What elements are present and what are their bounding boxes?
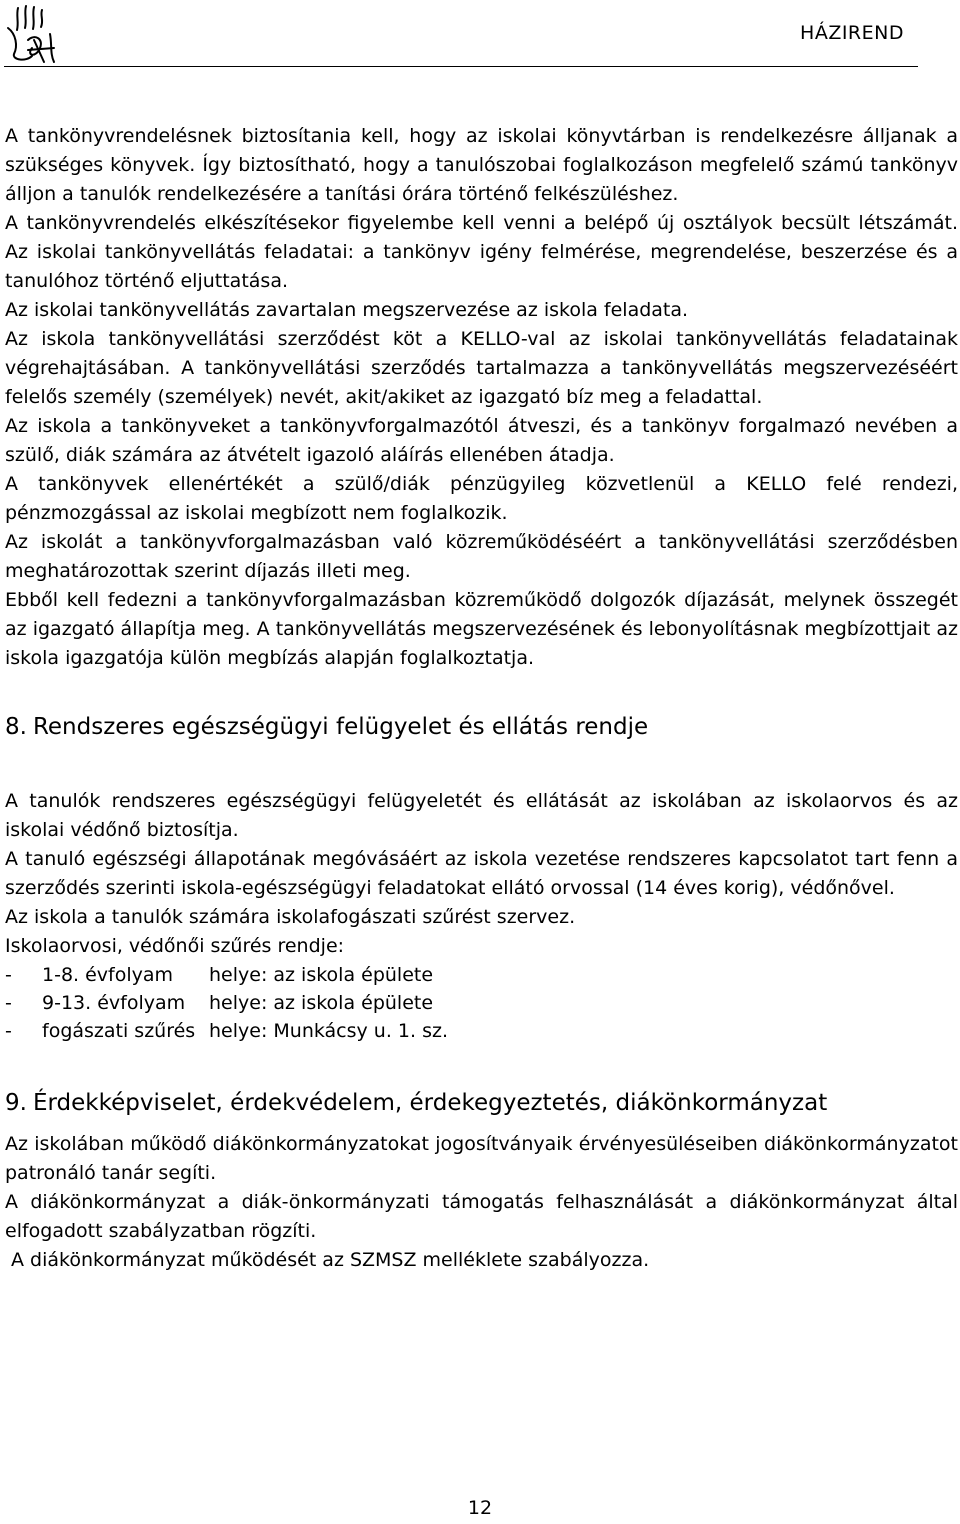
list-dash: - (5, 992, 12, 1014)
screening-grade: fogászati szűrés (42, 1020, 196, 1042)
paragraph: A diákönkormányzat működését az SZMSZ melléklete szabályozza. (11, 1249, 650, 1271)
paragraph: Az iskola a tankönyveket a tankönyvforgalmazótól átveszi, és a tankönyv forgalmazó nevében a szülő, diák számára az átvételt igazoló aláírás ellenében átadja. (5, 415, 958, 466)
section-9-heading (5, 1088, 958, 1118)
screening-place: helye: Munkácsy u. 1. sz. (209, 1020, 449, 1042)
paragraph: Ebből kell fedezni a tankönyvforgalmazásban közreműködő dolgozók díjazását, melynek összegét az igazgató állapítja meg. A tankönyvellátás megszervezésének és lebonyolításnak megbízottjait az iskola igazgatója külön megbízás alapján foglalkoztatja. (5, 589, 958, 669)
section-title: Rendszeres egészségügyi felügyelet és ellátás rendje (32, 714, 649, 740)
screening-grade: 9-13. évfolyam (42, 992, 186, 1014)
list-item (5, 989, 958, 1017)
paragraph: Iskolaorvosi, védőnői szűrés rendje: (5, 935, 345, 957)
paragraph: Az iskolai tankönyvellátás zavartalan megszervezése az iskola feladata. (5, 299, 689, 321)
section-title: Érdekképviselet, érdekvédelem, érdekegyeztetés, diákönkormányzat (32, 1090, 828, 1116)
paragraph: A tankönyvek ellenértékét a szülő/diák pénzügyileg közvetlenül a KELLO felé rendezi, pénzmozgással az iskolai megbízott nem foglalkozik. (5, 473, 958, 524)
school-logo (4, 4, 66, 68)
screening-grade: 1-8. évfolyam (42, 964, 174, 986)
screening-place: helye: az iskola épülete (209, 964, 434, 986)
paragraph: A tankönyvrendelés elkészítésekor figyelembe kell venni a belépő új osztályok becsült létszámát. Az iskolai tankönyvellátás feladatai: a tankönyv igény felmérése, megrendelése, beszerzése és a tanulóhoz történő eljuttatása. (5, 212, 958, 292)
paragraph: Az iskolát a tankönyvforgalmazásban való közreműködéséért a tankönyvellátási szerződésben meghatározottak szerint díjazás illeti meg. (5, 531, 958, 582)
document-body (5, 122, 958, 1275)
paragraph: A tankönyvrendelésnek biztosítania kell, hogy az iskolai könyvtárban is rendelkezésre álljanak a szükséges könyvek. Így biztosítható, hogy a tanulószobai foglalkozáson megfelelő számú tankönyv álljon a tanulók rendelkezésére a tanítási órára történő felkészüléshez. (5, 125, 958, 205)
paragraph: Az iskola tankönyvellátási szerződést köt a KELLO-val az iskolai tankönyvellátás feladatainak végrehajtásában. A tankönyvellátási szerződés tartalmazza a tankönyvellátás megszervezéséért felelős személy (személyek) nevét, akit/akiket az igazgató bíz meg a feladattal. (5, 328, 958, 408)
page-number: 12 (467, 1497, 493, 1519)
list-dash: - (5, 1020, 12, 1042)
screening-place: helye: az iskola épülete (209, 992, 434, 1014)
paragraph: A diákönkormányzat a diák-önkormányzati támogatás felhasználását a diákönkormányzat által elfogadott szabályzatban rögzíti. (5, 1191, 958, 1242)
section-8-heading (5, 712, 958, 742)
screening-list (5, 961, 958, 1045)
paragraph: Az iskola a tanulók számára iskolafogászati szűrést szervez. (5, 906, 576, 928)
paragraph: Az iskolában működő diákönkormányzatokat jogosítványaik érvényesüléseiben diákönkormányzatot patronáló tanár segíti. (5, 1133, 958, 1184)
list-dash: - (5, 964, 12, 986)
section-number: 8. (5, 714, 27, 740)
section-number: 9. (5, 1090, 27, 1116)
paragraph: A tanulók rendszeres egészségügyi felügyeletét és ellátását az iskolában az iskolaorvos és az iskolai védőnő biztosítja. (5, 790, 958, 841)
list-item (5, 1017, 958, 1045)
header-divider (4, 66, 918, 67)
list-item (5, 961, 958, 989)
paragraph: A tanuló egészségi állapotának megóvásáért az iskola vezetése rendszeres kapcsolatot tart fenn a szerződés szerinti iskola-egészségügyi feladatokat ellátó orvossal (14 éves korig), védőnővel. (5, 848, 958, 899)
page-header-title: HÁZIREND (800, 22, 904, 44)
